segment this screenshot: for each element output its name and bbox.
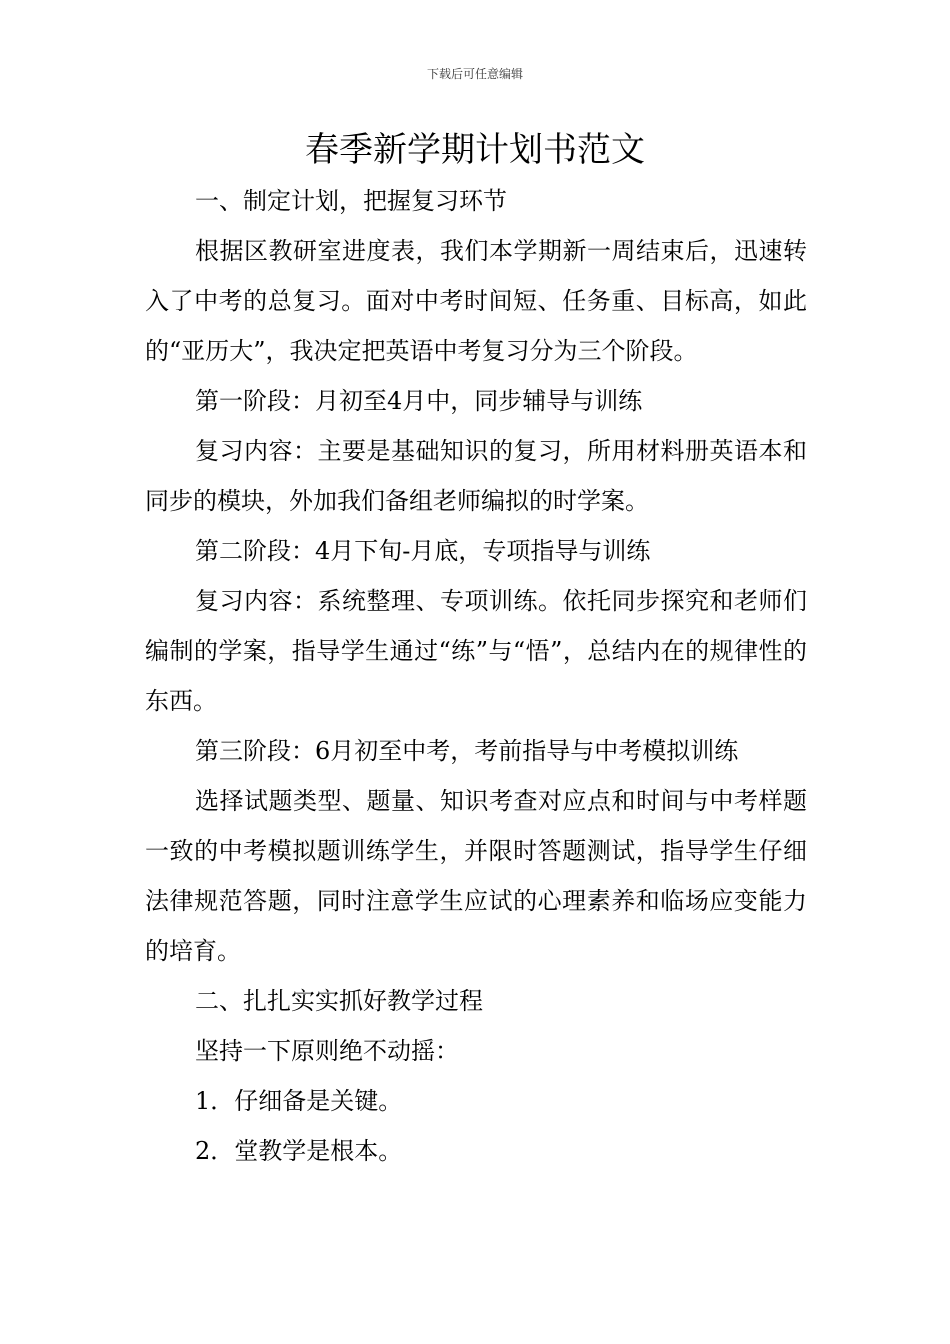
document-title: 春季新学期计划书范文 [305,130,645,170]
stage-3-content: 选择试题类型、题量、知识考查对应点和时间与中考样题一致的中考模拟题训练学生，并限时答题测试，指导学生仔细法律规范答题，同时注意学生应试的心理素养和临场应变能力的培育。 [145,787,807,965]
list-item-1: 1．仔细备是关键。 [195,1087,403,1115]
document-body [145,176,807,1176]
stage-1-heading: 第一阶段：月初至4月中，同步辅导与训练 [195,387,643,415]
header-note: 下载后可任意编辑 [426,67,523,81]
list-item-2: 2．堂教学是根本。 [195,1137,403,1165]
paragraph-intro: 根据区教研室进度表，我们本学期新一周结束后，迅速转入了中考的总复习。面对中考时间短、任务重、目标高，如此的“亚历大”，我决定把英语中考复习分为三个阶段。 [145,237,807,365]
stage-1-content: 复习内容：主要是基础知识的复习，所用材料册英语本和同步的模块，外加我们备组老师编拟的时学案。 [145,437,807,515]
stage-2-content: 复习内容：系统整理、专项训练。依托同步探究和老师们编制的学案，指导学生通过“练”与“悟”，总结内在的规律性的东西。 [145,587,807,715]
section-heading-2: 二、扎扎实实抓好教学过程 [195,987,483,1015]
stage-2-heading: 第二阶段：4月下旬-月底，专项指导与训练 [195,537,651,565]
section-heading-1: 一、制定计划，把握复习环节 [195,187,507,215]
principles-intro: 坚持一下原则绝不动摇： [195,1037,459,1065]
stage-3-heading: 第三阶段：6月初至中考，考前指导与中考模拟训练 [195,737,739,765]
